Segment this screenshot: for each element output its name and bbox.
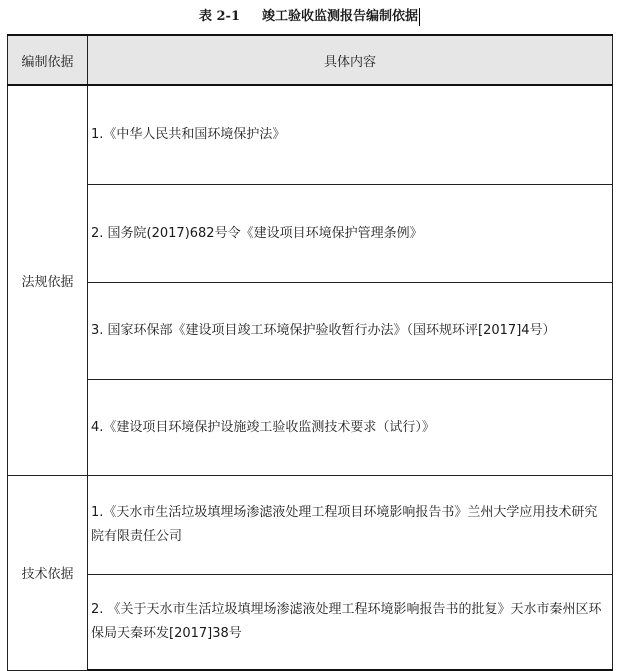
header-basis: 编制依据 xyxy=(8,35,88,85)
table-row xyxy=(8,476,613,575)
basis-item: 1.《天水市生活垃圾填埋场渗滤液处理工程项目环境影响报告书》兰州大学应用技术研究院有限责任公司 xyxy=(88,476,613,575)
text-cursor xyxy=(419,8,420,26)
basis-item: 4.《建设项目环境保护设施竣工验收监测技术要求（试行）》 xyxy=(88,380,613,476)
basis-item: 2. 《关于天水市生活垃圾填埋场渗滤液处理工程环境影响报告书的批复》天水市秦州区环保局天秦环发[2017]38号 xyxy=(88,575,613,671)
table-row xyxy=(8,283,613,380)
table-header-row xyxy=(8,35,613,85)
table-row xyxy=(8,575,613,671)
header-content: 具体内容 xyxy=(88,35,613,85)
basis-item: 2. 国务院(2017)682号令《建设项目环境保护管理条例》 xyxy=(88,185,613,283)
basis-table xyxy=(7,34,613,671)
table-number: 表 2-1 xyxy=(198,9,240,24)
table-title: 竣工验收监测报告编制依据 xyxy=(262,9,419,24)
basis-item: 3. 国家环保部《建设项目竣工环境保护验收暂行办法》（国环规环评[2017]4号） xyxy=(88,283,613,380)
category-regulatory: 法规依据 xyxy=(8,85,88,476)
table-caption xyxy=(0,8,619,26)
basis-item: 1.《中华人民共和国环境保护法》 xyxy=(88,85,613,185)
table-row xyxy=(8,85,613,185)
table-row xyxy=(8,380,613,476)
category-technical: 技术依据 xyxy=(8,476,88,671)
table-row xyxy=(8,185,613,283)
